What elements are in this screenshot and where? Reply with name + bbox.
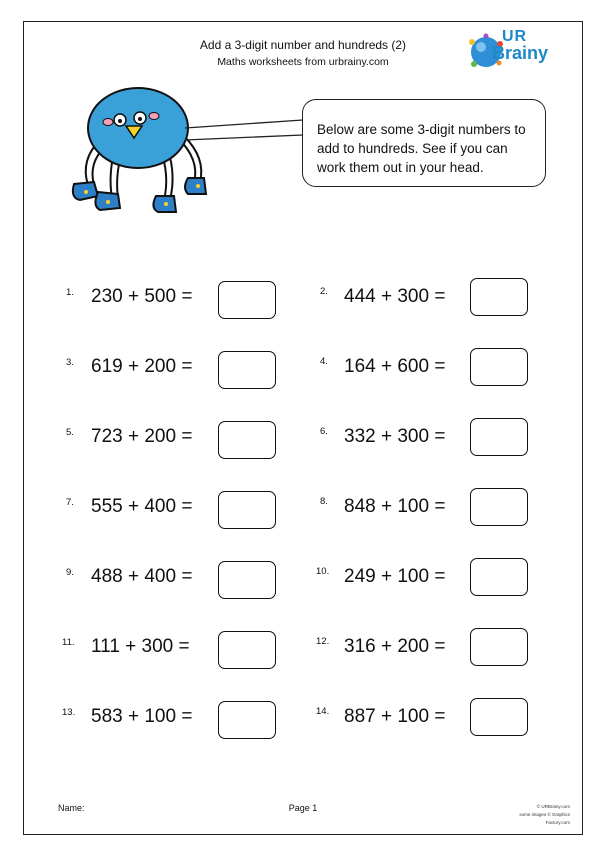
question-expression: 583 + 100 = bbox=[91, 706, 193, 727]
answer-box[interactable] bbox=[218, 701, 276, 739]
logo-text-brainy: Brainy bbox=[492, 43, 549, 63]
question-expression: 444 + 300 = bbox=[344, 286, 446, 307]
answer-box[interactable] bbox=[470, 488, 528, 526]
question-number: 6. bbox=[320, 426, 328, 437]
question-7 bbox=[66, 491, 286, 531]
answer-box[interactable] bbox=[218, 561, 276, 599]
page-number: Page 1 bbox=[288, 803, 318, 813]
question-number: 8. bbox=[320, 496, 328, 507]
question-number: 3. bbox=[66, 357, 74, 368]
question-number: 7. bbox=[66, 497, 74, 508]
question-number: 5. bbox=[66, 427, 74, 438]
question-2 bbox=[320, 278, 540, 318]
question-expression: 316 + 200 = bbox=[344, 636, 446, 657]
credit-line-2: some images © Graphics Factory.com bbox=[519, 812, 570, 825]
question-expression: 555 + 400 = bbox=[91, 496, 193, 517]
copyright-credit bbox=[494, 803, 570, 827]
question-expression: 111 + 300 = bbox=[91, 636, 190, 657]
answer-box[interactable] bbox=[470, 698, 528, 736]
question-3 bbox=[66, 351, 286, 391]
question-4 bbox=[320, 348, 540, 388]
question-11 bbox=[62, 631, 286, 671]
question-expression: 332 + 300 = bbox=[344, 426, 446, 447]
speech-bubble bbox=[302, 99, 546, 187]
answer-box[interactable] bbox=[470, 418, 528, 456]
question-9 bbox=[66, 561, 286, 601]
question-expression: 723 + 200 = bbox=[91, 426, 193, 447]
answer-box[interactable] bbox=[470, 558, 528, 596]
question-1 bbox=[66, 281, 286, 321]
page-title: Add a 3-digit number and hundreds (2) bbox=[199, 38, 407, 52]
question-number: 4. bbox=[320, 356, 328, 367]
question-number: 11. bbox=[62, 637, 75, 648]
question-14 bbox=[316, 698, 540, 738]
credit-line-1: © URBrainy.com bbox=[536, 804, 570, 809]
question-number: 1. bbox=[66, 287, 74, 298]
question-number: 2. bbox=[320, 286, 328, 297]
question-6 bbox=[320, 418, 540, 458]
question-13 bbox=[62, 701, 286, 741]
question-number: 10. bbox=[316, 566, 330, 577]
question-number: 9. bbox=[66, 567, 74, 578]
question-expression: 249 + 100 = bbox=[344, 566, 446, 587]
page-subtitle: Maths worksheets from urbrainy.com bbox=[217, 56, 389, 68]
answer-box[interactable] bbox=[218, 421, 276, 459]
question-number: 13. bbox=[62, 707, 76, 718]
question-number: 14. bbox=[316, 706, 330, 717]
answer-box[interactable] bbox=[218, 631, 276, 669]
question-expression: 230 + 500 = bbox=[91, 286, 193, 307]
question-8 bbox=[320, 488, 540, 528]
name-label: Name: bbox=[58, 803, 85, 813]
question-12 bbox=[316, 628, 540, 668]
answer-box[interactable] bbox=[218, 491, 276, 529]
urbrainy-logo bbox=[466, 26, 566, 76]
question-expression: 848 + 100 = bbox=[344, 496, 446, 517]
answer-box[interactable] bbox=[218, 351, 276, 389]
question-5 bbox=[66, 421, 286, 461]
question-expression: 488 + 400 = bbox=[91, 566, 193, 587]
blue-spider-mascot-icon bbox=[60, 80, 220, 240]
answer-box[interactable] bbox=[470, 628, 528, 666]
question-expression: 164 + 600 = bbox=[344, 356, 446, 377]
speech-bubble-text: Below are some 3-digit numbers to add to hundreds. See if you can work them out in your head. bbox=[317, 122, 526, 175]
answer-box[interactable] bbox=[218, 281, 276, 319]
question-number: 12. bbox=[316, 636, 330, 647]
answer-box[interactable] bbox=[470, 348, 528, 386]
question-10 bbox=[316, 558, 540, 598]
question-expression: 887 + 100 = bbox=[344, 706, 446, 727]
question-expression: 619 + 200 = bbox=[91, 356, 193, 377]
logo-text-ur: UR bbox=[502, 28, 528, 45]
answer-box[interactable] bbox=[470, 278, 528, 316]
